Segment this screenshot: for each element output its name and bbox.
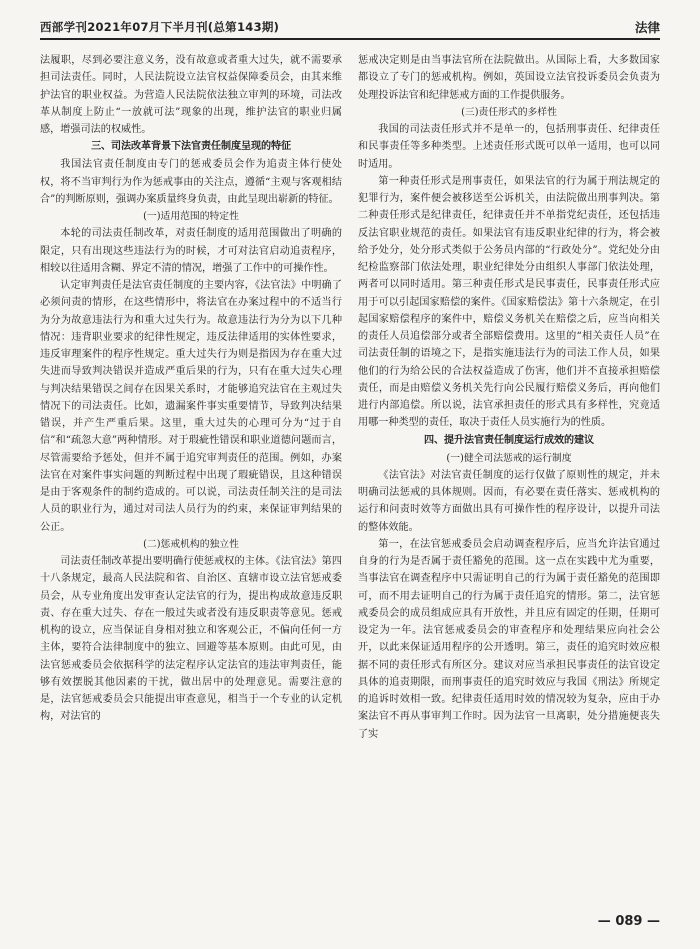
paragraph: 第一种责任形式是刑事责任，如果法官的行为属于刑法规定的犯罪行为，案件便会被移送至公诉机关，由法院做出刑事判决。第二种责任形式是纪律责任，纪律责任并不单指党纪责任，还包括违反法官职业规范的责任。如果法官有违反职业纪律的行为，将会被给予处分，处分形式类似于公务员内部的“行政处分”。党纪处分由纪检监察部门依法处理，职业纪律处分由组织人事部门依法处理，两者可以同时适用。第三种责任形式是民事责任，民事责任形式应用于可以引起国家赔偿的案件。《国家赔偿法》第十六条规定，在引起国家赔偿程序的案件中，赔偿义务机关在赔偿之后，应当向相关的责任人员追偿部分或者全部赔偿费用。这里的“相关责任人员”在司法责任制的语境之下，是指实施违法行为的司法工作人员，如果他们的行为给公民的合法权益造成了伤害，他们并不直接承担赔偿责任，而是由赔偿义务机关先行向公民履行赔偿义务后，再向他们进行内部追偿。所以说，法官承担责任的形式具有多样性，究竟适用哪一种类型的责任，取决于责任人员实施行为的性质。: [358, 175, 660, 429]
section-label: 法律: [634, 20, 660, 35]
subsection-heading: (一)健全司法惩戒的运行制度: [446, 452, 572, 464]
subsection-heading: (三)责任形式的多样性: [461, 106, 557, 118]
paragraph: 我国法官责任制度由专门的惩戒委员会作为追责主体行使处权，将不当审判行为作为惩戒事由的关注点，遵循“主观与客观相结合”的判断原则，强调办案质量终身负责，由此呈现出崭新的特征。: [40, 159, 342, 205]
paragraph: 第一，在法官惩戒委员会启动调查程序后，应当允许法官通过自身的行为是否属于责任豁免的范围。这一点在实践中尤为重要，当事法官在调查程序中只需证明自己的行为属于责任豁免的范围即可，而不用去证明自己的行为属于责任追究的情形。第二，法官惩戒委员会的成员组成应具有开放性，并且应有固定的任期，任期可设定为一年。法官惩戒委员会的审查程序和处理结果应向社会公开，以此来保证适用程序的公开透明。第三，责任的追究时效应根据不同的责任形式有所区分。建议对应当承担民事责任的法官设定具体的追责期限，而刑事责任的追究时效应与我国《刑法》所规定的追诉时效相一致。纪律责任适用时效的情况较为复杂，应由于办案法官不再从事审判工作时。因为法官一旦离职，处分措施便丧失了实: [358, 538, 660, 740]
page-number: — 089 —: [597, 914, 660, 929]
paragraph: 法履职，尽到必要注意义务，没有故意或者重大过失，就不需要承担司法责任。同时，人民法院设立法官权益保障委员会，由其来维护法官的职业权益。为营造人民法院依法独立审判的环境，司法改革从制度上防止“一放就可法”现象的出现，维护法官的职业归属感，增强司法的权威性。: [40, 55, 342, 135]
paragraph: 司法责任制改革提出要明确行使惩戒权的主体。《法官法》第四十八条规定，最高人民法院和省、自治区、直辖市设立法官惩戒委员会，从专业角度出发审查认定法官的行为，提出构成故意违反职责、存在重大过失、存在一般过失或者没有违反职责等意见。惩戒机构的设立，应当保证自身相对独立和客观公正，不偏向任何一方主体，要符合法律制度中的独立、回避等基本原则。由此可见，由法官惩戒委员会依据科学的法定程序认定法官的违法审判责任，能够有效摆脱其他因素的干扰，做出居中的处理意见。需要注意的是，法官惩戒委员会只能提出审查意见，相当于一个专业的认定机构，对法官的: [40, 556, 342, 723]
subsection-heading: (二)惩戒机构的独立性: [143, 538, 239, 550]
left-column: [40, 52, 342, 726]
right-column: [358, 52, 660, 743]
journal-title: 西部学刊2021年07月下半月刊(总第143期): [40, 20, 280, 34]
running-header: [40, 16, 660, 40]
paragraph: 《法官法》对法官责任制度的运行仅做了原则性的规定，并未明确司法惩戒的具体规则。因而，有必要在责任落实、惩戒机构的运行和问责时效等方面做出具有可操作性的程序设计，以提升司法的整体效能。: [358, 469, 660, 533]
section-heading: 三、司法改革背景下法官责任制度呈现的特征: [91, 141, 291, 153]
paragraph: 我国的司法责任形式并不是单一的，包括刑事责任、纪律责任和民事责任等多种类型。上述责任形式既可以单一适用，也可以同时适用。: [358, 124, 660, 170]
section-heading: 四、提升法官责任制度运行成效的建议: [424, 434, 594, 446]
subsection-heading: (一)适用范围的特定性: [143, 211, 239, 222]
paragraph: 认定审判责任是法官责任制度的主要内容，《法官法》中明确了必须问责的情形，在这些情形中，将法官在办案过程中的不适当行为分为故意违法行为和重大过失行为。故意违法行为分为以下几种情况：违背职业要求的纪律性规定，违反法律适用的实体性要求，违反审理案件的程序性规定。重大过失行为则是指因为存在重大过失进而导致判决错误并造成严重后果的行为，只有在重大过失心理与判决结果错误之间存在因果关系时，才能够追究法官在主观过失情况下的司法责任。比如，遗漏案件事实重要情节，导致判决结果错误，并产生严重后果。这里，重大过失的心理可分为“过于自信”和“疏忽大意”两种情形。对于瑕疵性错误和职业道德问题而言，尽管需要给予惩处，但并不属于追究审判责任的范围。例如，办案法官在对案件事实问题的判断过程中出现了瑕疵错误，且这种错误是由于客观条件的制约造成的。可以说，司法责任制关注的是司法人员的职业行为，通过对司法人员行为的约束，来保证审判结果的公正。: [40, 280, 342, 533]
paragraph: 惩戒决定则是由当事法官所在法院做出。从国际上看，大多数国家都设立了专门的惩戒机构。例如，英国设立法官投诉委员会负责为处理投诉法官和纪律惩戒方面的工作提供服务。: [358, 55, 660, 101]
paragraph: 本轮的司法责任制改革，对责任制度的适用范围做出了明确的限定，只有出现这些违法行为的时候，才可对法官启动追责程序，相较以往适用含糊、界定不清的情况，增强了工作中的可操作性。: [40, 228, 342, 274]
